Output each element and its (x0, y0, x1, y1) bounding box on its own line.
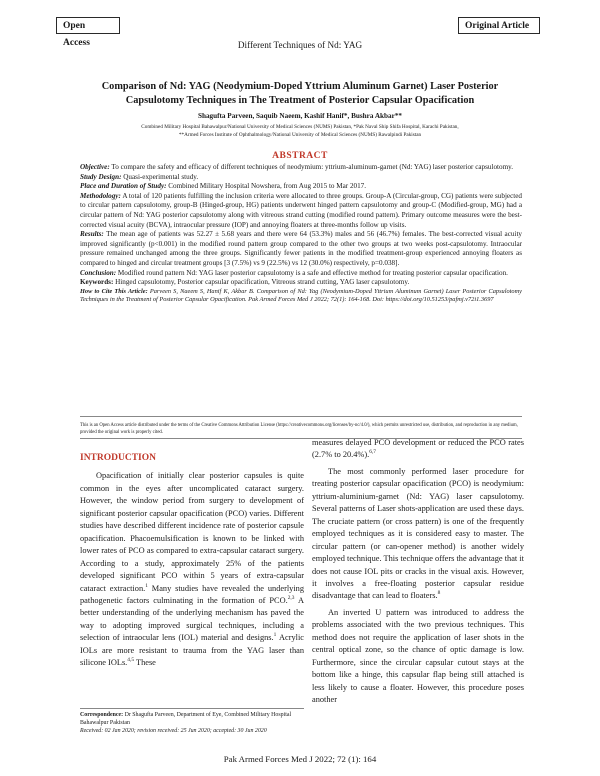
correspondence-line (80, 712, 304, 728)
page-footer: Pak Armed Forces Med J 2022; 72 (1): 164 (223, 754, 377, 764)
citation-ref: 6,7 (369, 449, 376, 456)
citation-ref: 1 (273, 632, 277, 639)
abstract-methodology (80, 192, 522, 230)
title-line-2: Capsulotomy Techniques in The Treatment of Posterior Capsular Opacification (125, 95, 475, 106)
right-paragraph-3: An inverted U pattern was introduced to address the problems associated with the two previous techniques. This method does not require the application of laser shots in the central optical zone, so the chance of optic damage is low. Furthermore, since the circular capsular cutout stays at the bottom like a hinge, this capsular flap being still attached is less likely to cause a floater. However, this procedure poses another (312, 607, 524, 705)
abstract-results (80, 230, 522, 268)
cite-text: Parveen S, Naeem S, Hanif K, Akbar B. Comparison of Nd: Yag (Neodymium-Doped Yttrium Aluminum Garnet) Laser Posterior Capsulotomy Techniques in the Treatment of Posterior Capsular Opacification. Pak Armed Forces Med J 2022; 72(1): 164-168. Doi: https://doi.org/10.51253/pafmj.v72i1.3697 (80, 287, 522, 304)
intro-text-c: A better understanding of the underlying mechanism has paved the way to adopting improved surgical techniques, including a selection of intraocular lens (IOL) material and designs. (80, 595, 305, 643)
abstract-place (80, 182, 522, 192)
body-left-column (80, 452, 304, 670)
intro-text-d: Acrylic IOLs are more resistant to trauma from the YAG laser than silicone IOLs. (80, 633, 304, 668)
intro-text-a: Opacification of initially clear posterior capsules is quite common in the eyes after uncomplicated cataract surgery. However, the window period from surgery to development of significant posterior capsular opacification (PCO) varies. Different studies have described different incidence rate of posterior capsule opacification. Phacoemulsification is known to be linked with lower rates of PCO as compared to extra-capsular cataract surgery. According to a study, approximately 25% of the patients developed significant PCO within 5 years of extra-capsular cataract extraction. (80, 471, 304, 593)
abstract-design (80, 173, 522, 183)
body-right-column (312, 437, 524, 707)
license-notice: This is an Open Access article distributed under the terms of the Creative Commons Attribution License (https://creativecommons.org/licenses/by-nc/4.0/), which permits unrestricted use, distribution, and reproduction in any medium, provided the original work is properly cited. (80, 423, 518, 435)
intro-paragraph-1 (80, 470, 304, 669)
title-line-1: Comparison of Nd: YAG (Neodymium-Doped Yttrium Aluminum Garnet) Laser Posterior (101, 81, 499, 92)
author-list: Shagufta Parveen, Saquib Naeem, Kashif Hanif*, Bushra Akbar** (197, 112, 403, 120)
results-label: Results: (80, 230, 104, 239)
design-text: Quasi-experimental study. (123, 172, 199, 181)
correspondence-block (80, 712, 304, 736)
results-text: The mean age of patients was 52.27 ± 5.68 years and there were 64 (53.3%) males and 56 (46.7%) females. The best-corrected visual acuity improved significantly (p<0.001) in the modified round pattern group compared to the other two groups at two weeks post-capsulotomy. Intraocular pressure remained unchanged among the three groups. Significantly fewer patients in the modified treatment-group experienced annoying floaters as compared to hinged and circular treatment groups [3 (7.5%) vs 9 (22.5%) vs 12 (30.0%) respectively, p=0.038]. (80, 230, 523, 267)
citation-ref: 8 (437, 590, 441, 597)
conclusion-label: Conclusion: (80, 268, 117, 277)
abstract-conclusion (80, 269, 522, 279)
design-label: Study Design: (80, 172, 122, 181)
article-type-badge: Original Article (458, 17, 540, 34)
right-paragraph-2 (312, 466, 524, 603)
abstract-keywords (80, 278, 522, 288)
running-title: Different Techniques of Nd: YAG (237, 40, 363, 50)
intro-text-e: These (134, 658, 156, 668)
intro-text-b: Many studies have revealed the underlying pathogenetic factors culminating in the formation of PCO. (80, 583, 304, 605)
citation-ref: 4,5 (127, 657, 135, 664)
place-label: Place and Duration of Study: (80, 182, 167, 191)
citation-ref: 1 (145, 582, 148, 589)
correspondence-divider (80, 708, 304, 709)
received-dates: Received: 02 Jan 2020; revision received: 25 Jun 2020; accepted: 30 Jun 2020 (80, 727, 267, 734)
abstract-citation (80, 288, 522, 305)
abstract-heading: ABSTRACT (272, 151, 328, 161)
abstract-objective (80, 163, 522, 173)
conclusion-text: Modified round pattern Nd: YAG laser posterior capsulotomy is a safe and effective method for treating posterior capsular opacification. (117, 268, 508, 277)
right-text-2: The most commonly performed laser procedure for treating posterior capsular opacification (PCO) is neodymium: yttrium-aluminium-garnet (Nd: YAG) laser capsulotomy. Several patterns of Laser shots-application are used these days. The cruciate pattern (or cross pattern) is one of the frequently employed techniques as it is considered easy to master. The circular pattern (or can-opener method) is another widely employed technique. This technique offers the advantage that it does not cause IOL pits or cracks in the visual axis. However, it involves a free-floating posterior capsular residue disadvantage that can lead to floaters. (312, 466, 524, 601)
right-paragraph-1 (312, 437, 524, 462)
methodology-text: A total of 120 patients fulfilling the inclusion criteria were allocated to three groups. Group-A (Circular-group, CG) patients were subjected to circular pattern capsulotomy, group-B (Hinged-group, HG) patients underwent hinged pattern capsulotomy and group-C (Modified-group, MG) had a circular pattern of Nd: YAG posterior capsulotomy along with vitreous strand cutting (modified round pattern). Primary outcome measures were the best-corrected visual acuity (BCVA), intraocular pressure (IOP) and annoying floaters at three-months follow up visits. (80, 191, 522, 229)
objective-label: Objective: (80, 163, 110, 171)
right-text-1: measures delayed PCO development or reduced the PCO rates (2.7% to 20.4%). (312, 438, 524, 460)
introduction-heading: INTRODUCTION (80, 453, 157, 463)
article-title (62, 80, 538, 108)
affiliation-2: **Armed Forces Institute of Ophthalmology/National University of Medical Sciences (NUMS) Rawalpindi Pakistan (178, 132, 422, 138)
place-text: Combined Military Hospital Nowshera, from Aug 2015 to Mar 2017. (168, 182, 367, 191)
correspondence-text: Dr Shagufta Parveen, Department of Eye, Combined Military Hospital Bahawalpur Pakistan (80, 712, 292, 726)
affiliation-1: Combined Military Hospital Bahawalpur/National University of Medical Sciences (NUMS) Pakistan, *Pak Naval Ship Shifa Hospital, Karachi Pakistan, (141, 124, 459, 130)
objective-text: To compare the safety and efficacy of different techniques of neodymium: yttrium-aluminum-garnet (Nd: YAG) laser posterior capsulotomy. (111, 163, 514, 171)
keywords-label: Keywords: (80, 278, 114, 287)
correspondence-label: Correspondence: (80, 712, 124, 718)
cite-label: How to Cite This Article: (80, 287, 148, 295)
open-access-badge: Open Access (56, 17, 120, 34)
methodology-label: Methodology: (80, 191, 121, 200)
citation-ref: 2,3 (287, 595, 295, 602)
keywords-text: Hinged capsulotomy, Posterior capsular opacification, Vitreous strand cutting, YAG laser capsulotomy. (115, 278, 410, 287)
abstract-body (80, 163, 522, 305)
divider-top (80, 416, 522, 417)
